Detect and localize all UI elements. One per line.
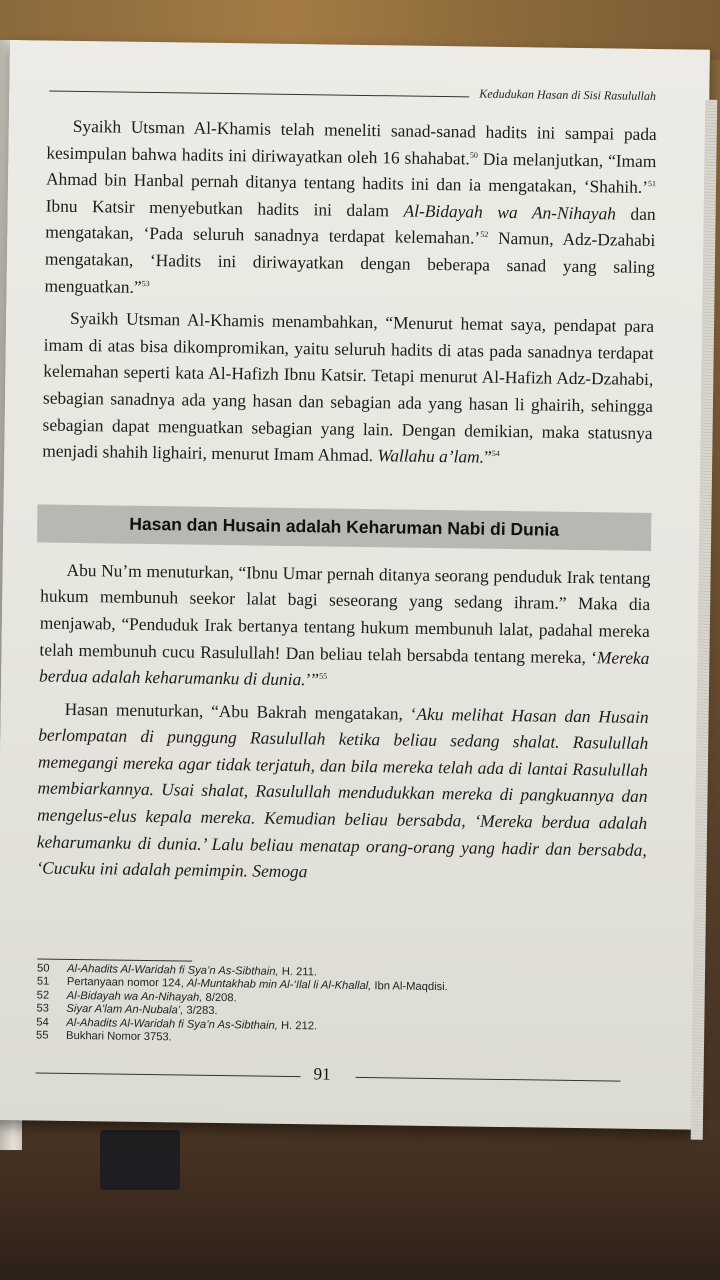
footnote-rule [37,958,192,961]
footnote-item: 55 Bukhari Nomor 3753. [36,1029,172,1044]
footnote-ref: 54 [491,449,500,459]
footnote-item: 53 Siyar A’lam An-Nubala’, 3/283. [36,1002,218,1018]
section-title: Hasan dan Husain adalah Keharuman Nabi di Dunia [129,514,560,541]
footnotes [36,962,637,1051]
footnote-ref: 50 [469,150,478,160]
paragraph-1: Syaikh Utsman Al-Khamis telah meneliti sanad-sanad hadits ini sampai pada kesimpulan bahwa hadits ini diriwayatkan oleh 16 shahabat.$^{50}$ Dia melanjutkan, “Imam Ahmad bin Hanbal pernah ditanya tentang hadits ini dan ia mengatakan, ‘Shahih.’$^{51}$ Ibnu Katsir menyebutkan hadits ini dalam Al-Bidayah wa An-Nihayah dan mengatakan, ‘Pada seluruh sanadnya terdapat kelemahan.’$^{52}$ Namun, Adz-Dzahabi mengatakan, ‘Hadits ini diriwayatkan dengan beberapa sanad yang saling menguatkan.”$^{53}$ [44,115,657,297]
book-page [0,40,710,1130]
footnote-item: 50 Al-Ahadits Al-Waridah fi Sya’n As-Sibthain, H. 211. [36,962,318,979]
paragraph-4: Hasan menuturkan, “Abu Bakrah mengatakan, ‘Aku melihat Hasan dan Husain berlompatan di punggung Rasulullah ketika beliau sedang shalat. Rasulullah memegangi mereka agar tidak terjatuh, dan bila mereka telah ada di lantai Rasulullah membiarkannya. Usai shalat, Rasulullah mendudukkan mereka di pangkuannya dan mengelus-elus kepala mereka. Kemudian beliau bersabda, ‘Mereka berdua adalah keharumanku di dunia.’ Lalu beliau menatap orang-orang yang hadir dan bersabda, ‘Cucuku ini adalah pemimpin. Semoga [36,698,649,882]
footer-rule-left [36,1072,301,1077]
running-head: Kedudukan Hasan di Sisi Rasulullah [479,86,657,104]
header-rule [49,91,469,98]
footnote-ref: 51 [647,179,657,189]
footnote-item: 52 Al-Bidayah wa An-Nihayah, 8/208. [36,989,237,1005]
footnote-item: 54 Al-Ahadits Al-Waridah fi Sya’n As-Sibthain, H. 212. [36,1016,318,1033]
page-content [36,113,657,890]
section-heading-bar [37,504,651,551]
paragraph-3: Abu Nu’m menuturkan, “Ibnu Umar pernah ditanya seorang penduduk Irak tentang hukum membunuh seekor lalat bagi seseorang yang sedang ihram.” Maka dia menjawab, “Penduduk Irak bertanya tentang hukum membunuh lalat, padahal mereka telah membunuh cucu Rasulullah! Dan beliau telah bersabda tentang mereka, ‘Mereka berdua adalah keharumanku di dunia.’”$^{55}$ [38,559,651,690]
book-spine-object [100,1130,180,1190]
page-number: 91 [313,1064,331,1084]
footnote-ref: 53 [141,278,150,288]
footer-rule-right [356,1077,621,1082]
footnote-ref: 52 [480,230,489,240]
page-stack-edge [691,100,718,1140]
footnote-ref: 55 [319,671,328,681]
footnote-item: 51 Pertanyaan nomor 124, Al-Muntakhab min Al-‘Ilal li Al-Khallal, Ibn Al-Maqdisi. [36,975,448,994]
paragraph-2: Syaikh Utsman Al-Khamis menambahkan, “Menurut hemat saya, pendapat para imam di atas bisa dikompromikan, yaitu seluruh hadits di atas pada sanadnya terdapat kelemahan seperti kata Al-Hafizh Ibnu Katsir. Tetapi menurut Al-Hafizh Adz-Dzahabi, sebagian sanadnya ada yang hasan dan sebagian ada yang hasan li ghairih, sehingga sebagian dapat menguatkan sebagian yang lain. Dengan demikian, maka statusnya menjadi shahih lighairi, menurut Imam Ahmad. Wallahu a’lam.”$^{54}$ [42,308,655,467]
